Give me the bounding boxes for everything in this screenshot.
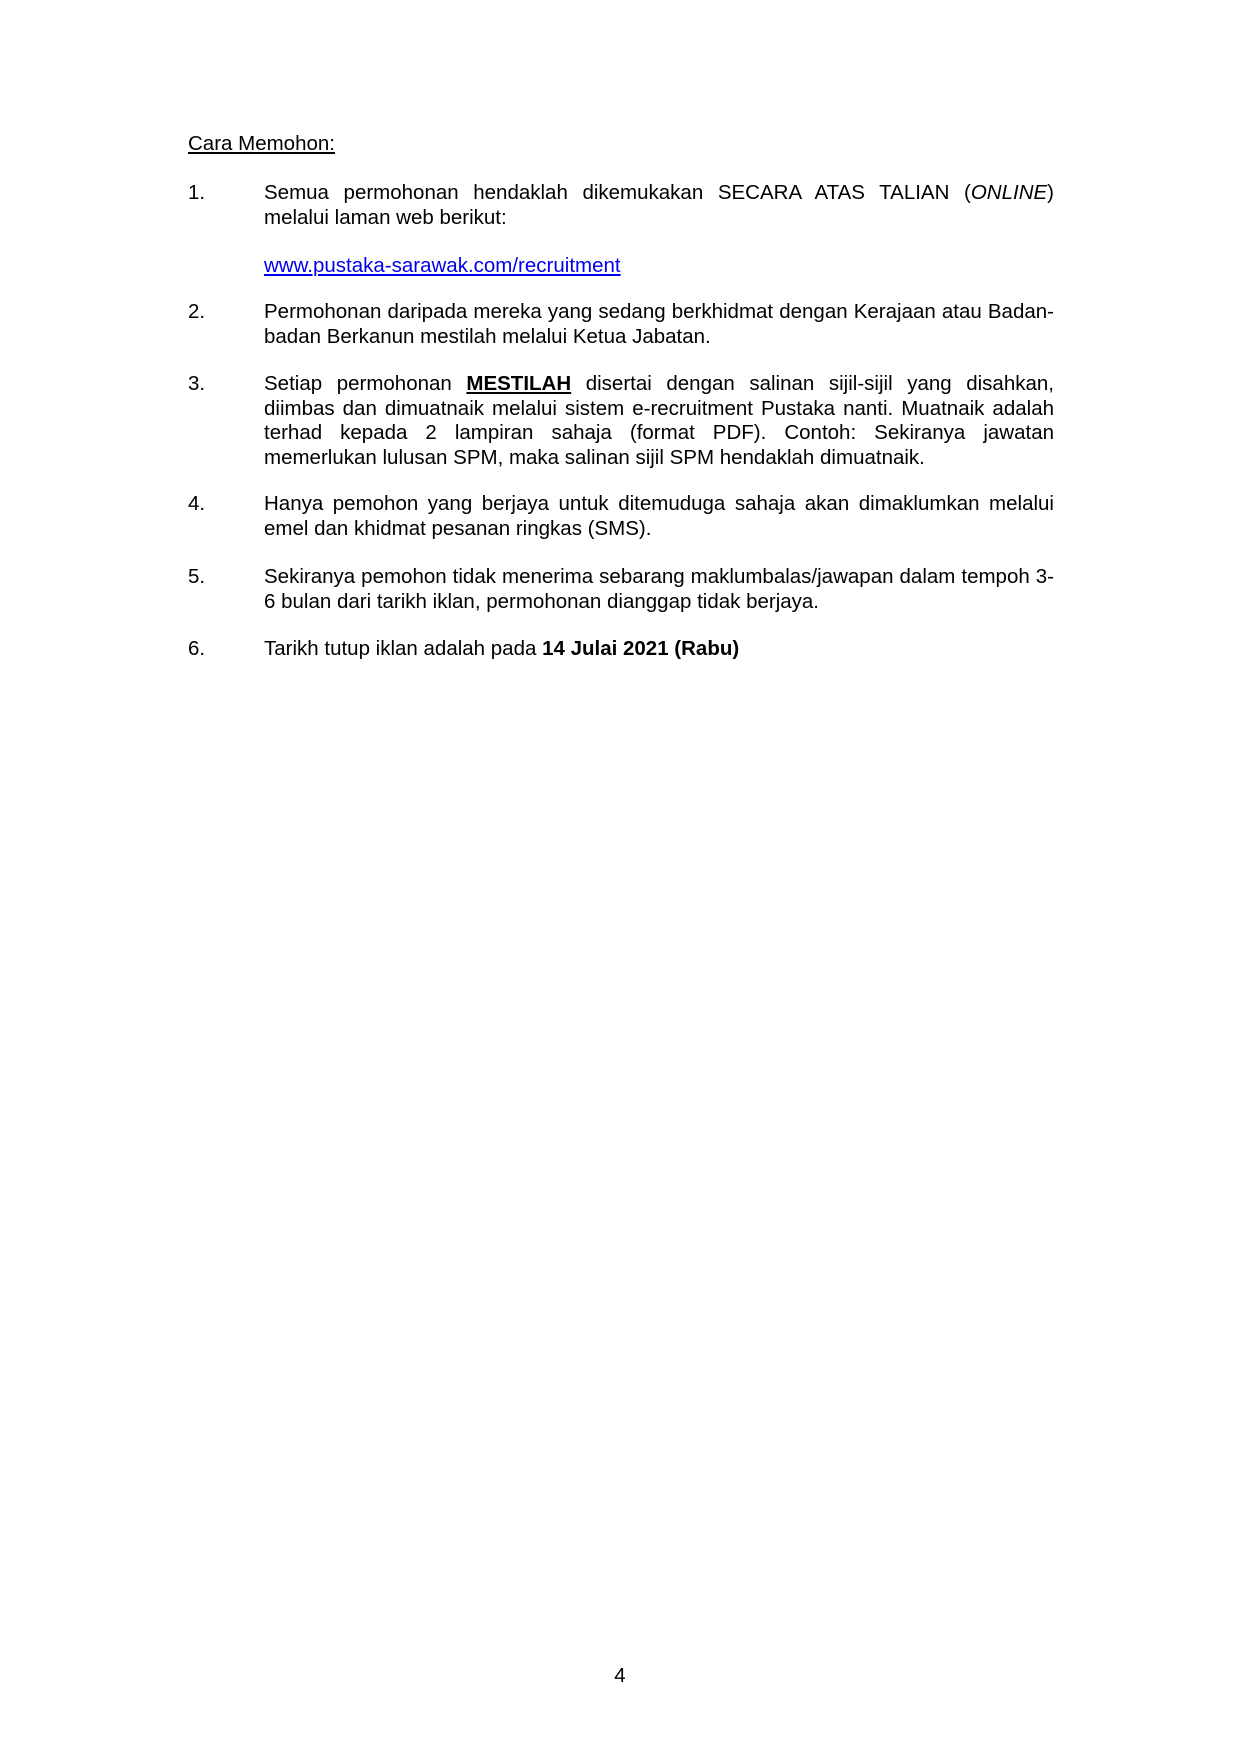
item-text (264, 637, 1054, 662)
list-item (188, 492, 1054, 541)
list-item (188, 637, 1054, 662)
mestilah-emphasis: MESTILAH (466, 372, 572, 395)
list-item (188, 181, 1054, 279)
list-item (188, 372, 1054, 470)
item-number: 1. (188, 181, 206, 204)
item-text-before: Semua permohonan hendaklah dikemukakan SECARA ATAS TALIAN ( (264, 181, 971, 204)
item-text: Permohonan daripada mereka yang sedang berkhidmat dengan Kerajaan atau Badan-badan Berkanun mestilah melalui Ketua Jabatan. (264, 300, 1054, 348)
item-text-after: ) melalui laman web berikut: (264, 181, 1054, 229)
item-text-before: Setiap permohonan (264, 372, 467, 395)
closing-date: 14 Julai 2021 (Rabu) (542, 637, 740, 660)
item-body (264, 637, 1054, 662)
online-italic: ONLINE (970, 181, 1048, 204)
item-text-after: disertai dengan salinan sijil-sijil yang disahkan, diimbas dan dimuatnaik melalui sistem e-recruitment Pustaka nanti. Muatnaik adalah terhad kepada 2 lampiran sahaja (format PDF). Contoh: Sekiranya jawatan memerlukan lulusan SPM, maka salinan sijil SPM hendaklah dimuatnaik. (264, 372, 1054, 469)
item-text: Hanya pemohon yang berjaya untuk ditemuduga sahaja akan dimaklumkan melalui emel dan khidmat pesanan ringkas (SMS). (264, 492, 1054, 540)
item-body (264, 565, 1054, 614)
list-item (188, 565, 1054, 614)
recruitment-link[interactable]: www.pustaka-sarawak.com/recruitment (264, 254, 621, 277)
item-body (264, 492, 1054, 541)
item-text (264, 181, 1054, 230)
item-body (264, 372, 1054, 470)
item-number: 3. (188, 372, 206, 395)
item-number: 6. (188, 637, 206, 660)
item-body (264, 300, 1054, 349)
list-item (188, 300, 1054, 349)
link-line (264, 254, 1054, 279)
item-text: Sekiranya pemohon tidak menerima sebarang maklumbalas/jawapan dalam tempoh 3-6 bulan dari tarikh iklan, permohonan dianggap tidak berjaya. (264, 565, 1054, 613)
item-body (264, 181, 1054, 279)
item-number: 4. (188, 492, 206, 515)
item-text-before: Tarikh tutup iklan adalah pada (264, 637, 543, 660)
item-number: 2. (188, 300, 206, 323)
page-number: 4 (614, 1664, 626, 1687)
item-number: 5. (188, 565, 206, 588)
section-heading: Cara Memohon: (188, 132, 335, 155)
item-text (264, 372, 1054, 470)
